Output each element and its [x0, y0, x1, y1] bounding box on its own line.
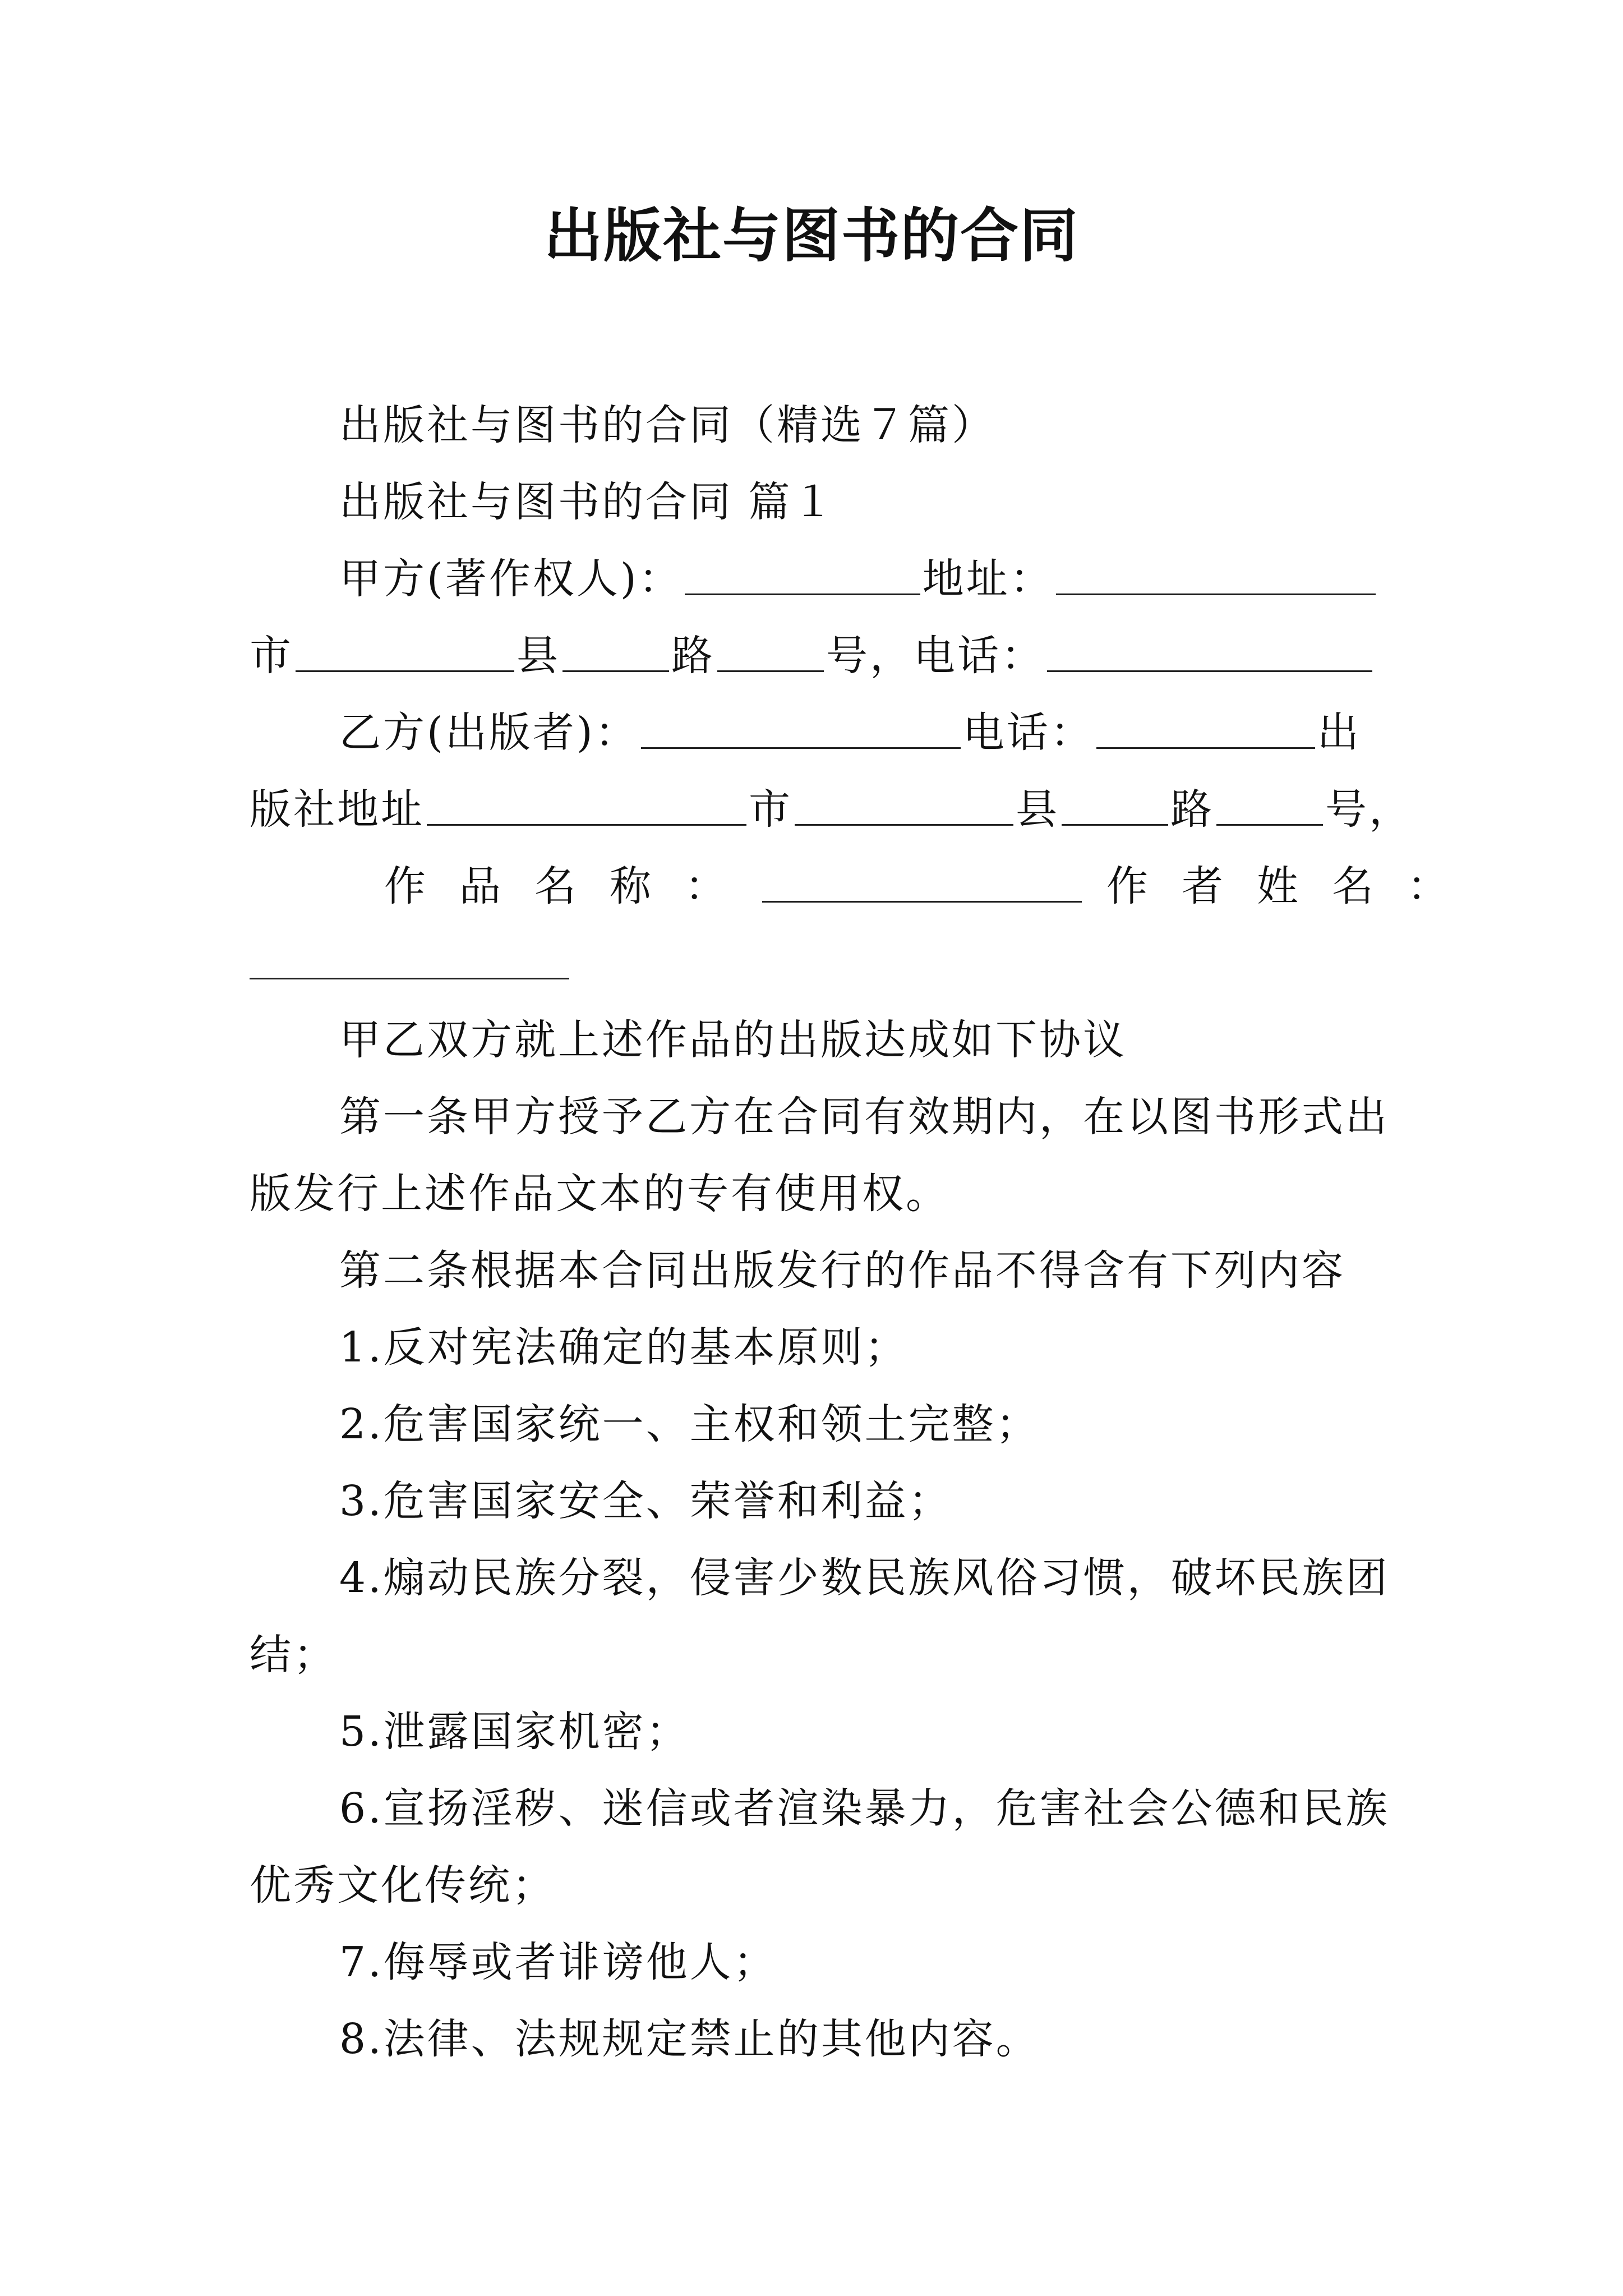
party-a-road-blank[interactable]	[717, 633, 824, 672]
list-item-6-line-2: 优秀文化传统；	[250, 1861, 556, 1910]
party-b-trail: 出	[1317, 708, 1361, 757]
party-b-name-blank[interactable]	[641, 710, 961, 749]
party-a-county-label: 县	[517, 632, 560, 680]
list-item-4-line-2: 结；	[250, 1631, 337, 1679]
document-title: 出版社与图书的合同	[543, 201, 1079, 270]
party-a-phone-label: 号，电话：	[826, 632, 1045, 680]
party-a-label: 甲方(著作权人)：	[339, 555, 683, 603]
section-heading: 出版社与图书的合同 篇１	[339, 478, 836, 526]
party-b-label: 乙方(出版者)：	[339, 708, 639, 757]
author-name-blank[interactable]	[250, 940, 569, 979]
article-1-line-1: 第一条甲方授予乙方在合同有效期内，在以图书形式出	[339, 1093, 1389, 1141]
party-a-phone-blank[interactable]	[1047, 633, 1372, 672]
party-b-road-blank[interactable]	[1216, 786, 1323, 826]
party-a-address-label: 地址：	[922, 555, 1054, 603]
party-b-line	[250, 694, 1377, 771]
party-a-address-blank[interactable]	[1056, 556, 1376, 595]
party-a-road-label: 路	[671, 632, 715, 680]
party-a-name-blank[interactable]	[685, 556, 920, 595]
party-a-county-blank[interactable]	[562, 633, 669, 672]
list-item-6-line-1: 6.宣扬淫秽、迷信或者渲染暴力，危害社会公德和民族	[339, 1784, 1390, 1833]
party-a-line	[250, 541, 1377, 618]
party-b-city-blank[interactable]	[795, 786, 1013, 826]
subtitle: 出版社与图书的合同（精选７篇）	[339, 401, 995, 449]
party-b-county-blank[interactable]	[1062, 786, 1168, 826]
party-b-city-label: 市	[749, 785, 792, 834]
author-name-line	[250, 925, 1377, 1002]
list-item-2: 2.危害国家统一、主权和领土完整；	[339, 1400, 1040, 1448]
list-item-7: 7.侮辱或者诽谤他人；	[339, 1938, 777, 1986]
list-item-1: 1.反对宪法确定的基本原则；	[339, 1323, 909, 1372]
article-1-line-2: 版发行上述作品文本的专有使用权。	[250, 1170, 949, 1218]
work-name-blank[interactable]	[762, 863, 1082, 903]
list-item-3: 3.危害国家安全、荣誉和利益；	[339, 1477, 952, 1525]
author-name-label: 作者姓名：	[1106, 862, 1482, 910]
party-b-address-line	[250, 771, 1413, 848]
party-a-address-line	[250, 618, 1377, 694]
list-item-5: 5.泄露国家机密；	[339, 1708, 690, 1756]
list-item-4-line-1: 4.煽动民族分裂，侵害少数民族风俗习惯，破坏民族团	[339, 1554, 1390, 1602]
party-a-city-blank[interactable]	[296, 633, 514, 672]
party-b-phone-blank[interactable]	[1096, 710, 1315, 749]
agreement-intro: 甲乙双方就上述作品的出版达成如下协议	[339, 1016, 1127, 1064]
work-name-label: 作品名称：	[384, 862, 760, 910]
party-a-city-label: 市	[250, 632, 293, 680]
party-b-road-label: 路	[1170, 785, 1214, 834]
party-b-number-label: 号，	[1325, 785, 1413, 834]
work-line	[250, 848, 1482, 925]
party-b-county-label: 县	[1016, 785, 1059, 834]
party-b-address-label: 版社地址	[250, 785, 425, 834]
article-2: 第二条根据本合同出版发行的作品不得含有下列内容	[339, 1246, 1345, 1295]
party-b-phone-label: 电话：	[962, 708, 1094, 757]
party-b-address-blank[interactable]	[427, 786, 746, 826]
list-item-8: 8.法律、法规规定禁止的其他内容。	[339, 2015, 1040, 2063]
